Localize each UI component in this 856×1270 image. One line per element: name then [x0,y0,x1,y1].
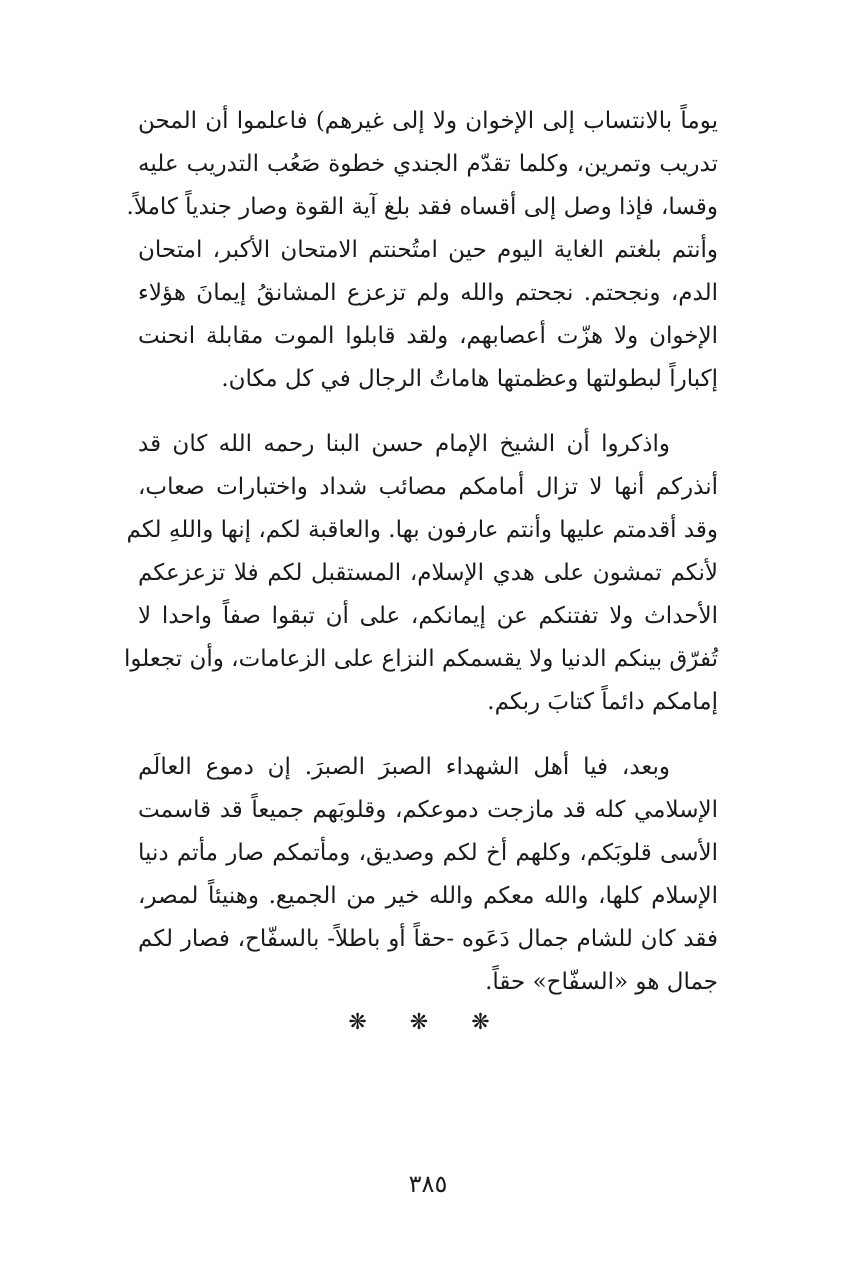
text-line: الدم، ونجحتم. نجحتم والله ولم تزعزع المشانقُ إيمانَ هؤلاء [138,280,718,306]
text-line: الإخوان ولا هزّت أعصابهم، ولقد قابلوا الموت مقابلة انحنت [138,323,718,349]
body-text [123,100,718,1026]
text-line: جمال هو «السفّاح» حقاً. [485,969,718,995]
text-line: فقد كان للشام جمال دَعَوه -حقاً أو باطلاً- بالسفّاح، فصار لكم [138,926,718,952]
text-line: وقسا، فإذا وصل إلى أقساه فقد بلغ آية القوة وصار جندياً كاملاً. [126,194,718,220]
text-line: الإسلامي كله قد مازجت دموعكم، وقلوبَهم جميعاً قد قاسمت [138,797,718,823]
page-number: ٣٨٥ [408,1170,448,1198]
text-line: تدريب وتمرين، وكلما تقدّم الجندي خطوة صَعُب التدريب عليه [138,151,718,177]
text-line: الأحداث ولا تفتنكم عن إيمانكم، على أن تبقوا صفاً واحدا لا [138,603,718,629]
text-line: وقد أقدمتم عليها وأنتم عارفون بها. والعاقبة لكم، إنها واللهِ لكم [126,517,718,543]
text-line: الإسلام كلها، والله معكم والله خير من الجميع. وهنيئاً لمصر، [138,883,718,909]
paragraph [138,746,718,1004]
text-line: يوماً بالانتساب إلى الإخوان ولا إلى غيرهم) فاعلموا أن المحن [138,108,718,134]
text-line: لأنكم تمشون على هدي الإسلام، المستقبل لكم فلا تزعزعكم [138,560,718,586]
text-line: إكباراً لبطولتها وعظمتها هاماتُ الرجال في كل مكان. [221,366,718,392]
text-line: وأنتم بلغتم الغاية اليوم حين امتُحنتم الامتحان الأكبر، امتحان [138,237,718,263]
text-line: الأسى قلوبَكم، وكلهم أخ لكم وصديق، ومأتمكم صار مأتم دنيا [138,840,718,866]
text-line: إمامكم دائماً كتابَ ربكم. [487,689,718,715]
text-line: تُفرّق بينكم الدنيا ولا يقسمكم النزاع على الزعامات، وأن تجعلوا [123,646,718,672]
text-line: أنذركم أنها لا تزال أمامكم مصائب شداد واختبارات صعاب، [138,474,718,500]
paragraph [123,423,718,724]
text-line: وبعد، فيا أهل الشهداء الصبرَ الصبرَ. إن دموع العالَم [138,754,670,780]
text-line: واذكروا أن الشيخ الإمام حسن البنا رحمه الله كان قد [138,431,670,457]
section-separator: ❋ ❋ ❋ [348,1010,508,1035]
paragraph [126,100,718,401]
